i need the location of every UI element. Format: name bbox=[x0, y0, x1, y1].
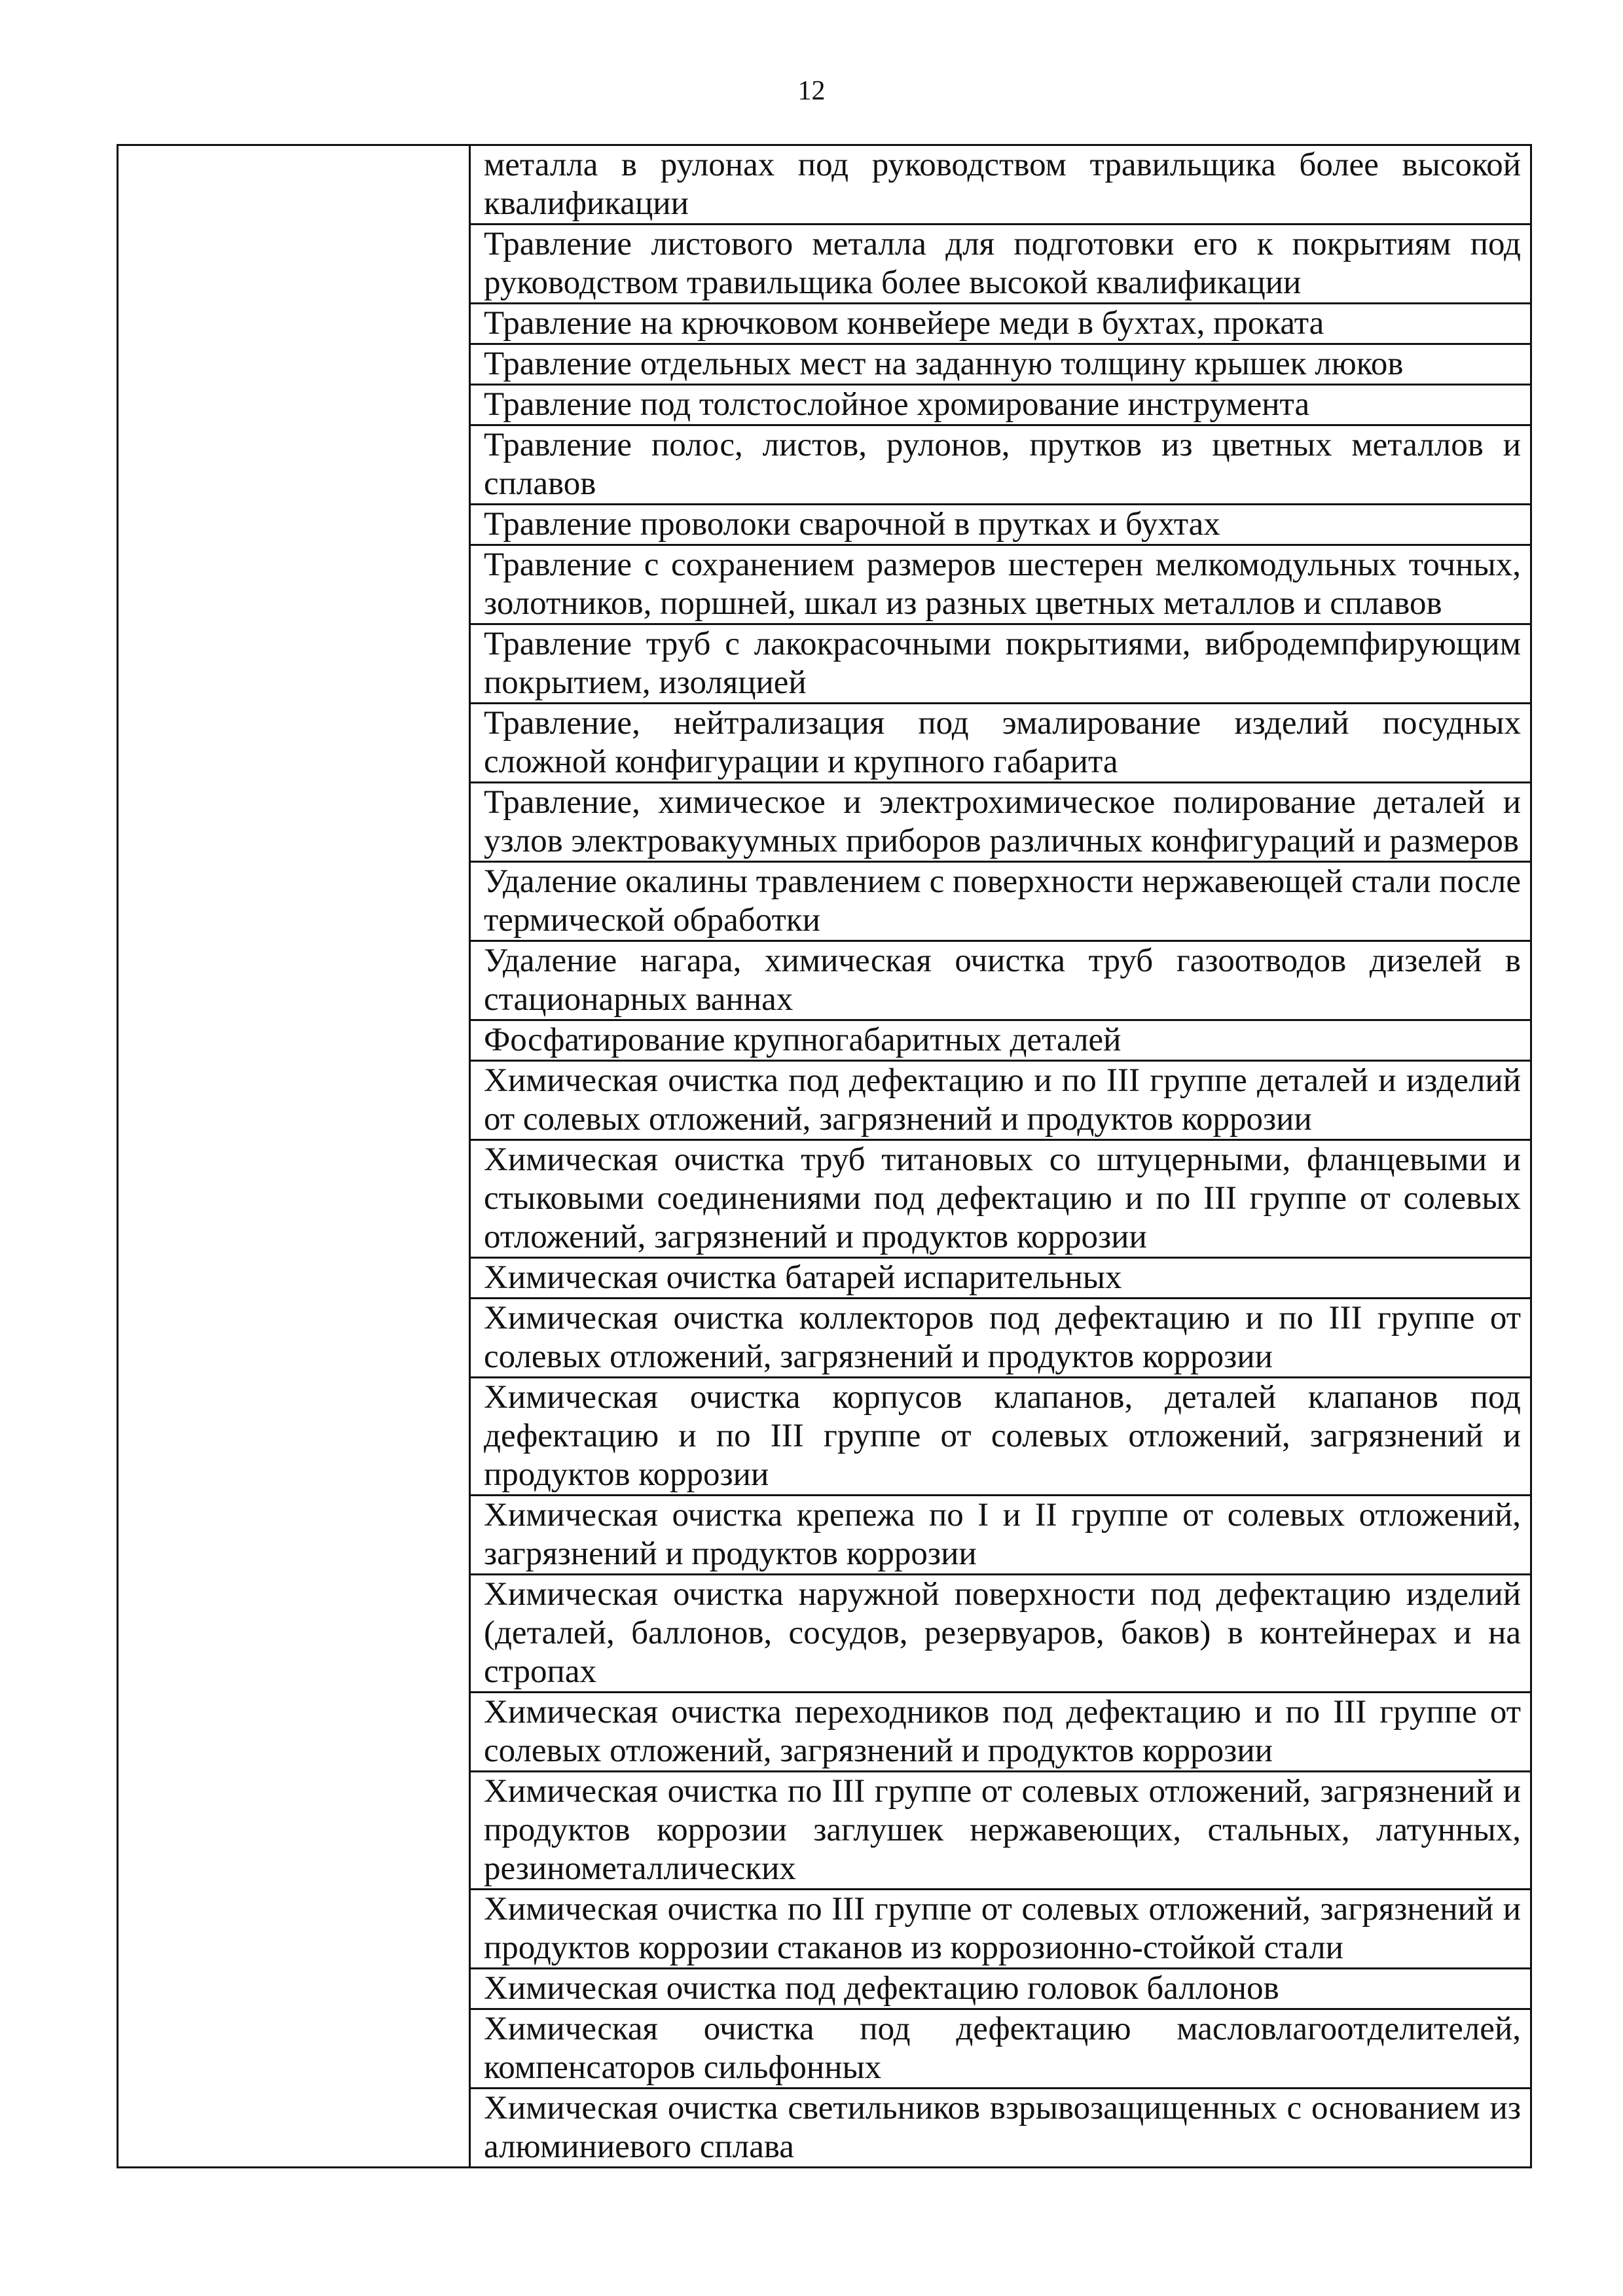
table-cell: Химическая очистка переходников под дефектацию и по III группе от солевых отложений, загрязнений и продуктов коррозии bbox=[470, 1693, 1531, 1772]
table-cell: Химическая очистка батарей испарительных bbox=[470, 1258, 1531, 1299]
table-cell: Травление с сохранением размеров шестерен мелкомодульных точных, золотников, поршней, шкал из разных цветных металлов и сплавов bbox=[470, 545, 1531, 624]
table-cell: Удаление окалины травлением с поверхности нержавеющей стали после термической обработки bbox=[470, 862, 1531, 941]
table-cell: Травление отдельных мест на заданную толщину крышек люков bbox=[470, 344, 1531, 385]
table-cell: Химическая очистка по III группе от солевых отложений, загрязнений и продуктов коррозии заглушек нержавеющих, стальных, латунных, резинометаллических bbox=[470, 1772, 1531, 1890]
table-cell: Химическая очистка под дефектацию головок баллонов bbox=[470, 1969, 1531, 2009]
table-cell: Химическая очистка светильников взрывозащищенных с основанием из алюминиевого сплава bbox=[470, 2089, 1531, 2168]
table-cell: Химическая очистка корпусов клапанов, деталей клапанов под дефектацию и по III группе от солевых отложений, загрязнений и продуктов коррозии bbox=[470, 1378, 1531, 1496]
table-cell: Травление на крючковом конвейере меди в бухтах, проката bbox=[470, 304, 1531, 344]
table-body bbox=[118, 145, 1531, 2168]
table-cell: Химическая очистка наружной поверхности под дефектацию изделий (деталей, баллонов, сосудов, резервуаров, баков) в контейнерах и на стропах bbox=[470, 1575, 1531, 1693]
table-cell: Химическая очистка по III группе от солевых отложений, загрязнений и продуктов коррозии стаканов из коррозионно-стойкой стали bbox=[470, 1890, 1531, 1969]
empty-left-column bbox=[118, 145, 470, 2168]
table-cell: Химическая очистка труб титановых со штуцерными, фланцевыми и стыковыми соединениями под дефектацию и по III группе от солевых отложений, загрязнений и продуктов коррозии bbox=[470, 1140, 1531, 1258]
table-cell: Травление, нейтрализация под эмалирование изделий посудных сложной конфигурации и крупного габарита bbox=[470, 704, 1531, 783]
table-cell: Удаление нагара, химическая очистка труб газоотводов дизелей в стационарных ваннах bbox=[470, 941, 1531, 1020]
table-cell: Травление труб с лакокрасочными покрытиями, вибродемпфирующим покрытием, изоляцией bbox=[470, 624, 1531, 704]
table-cell: Травление, химическое и электрохимическое полирование деталей и узлов электровакуумных приборов различных конфигураций и размеров bbox=[470, 783, 1531, 862]
table-cell: Травление листового металла для подготовки его к покрытиям под руководством травильщика более высокой квалификации bbox=[470, 224, 1531, 304]
table-cell: Химическая очистка коллекторов под дефектацию и по III группе от солевых отложений, загрязнений и продуктов коррозии bbox=[470, 1299, 1531, 1378]
table-cell: Травление под толстослойное хромирование инструмента bbox=[470, 385, 1531, 425]
document-table bbox=[117, 144, 1532, 2168]
table-cell: Химическая очистка под дефектацию масловлагоотделителей, компенсаторов сильфонных bbox=[470, 2009, 1531, 2089]
table-row bbox=[118, 145, 1531, 224]
table-cell: металла в рулонах под руководством травильщика более высокой квалификации bbox=[470, 145, 1531, 224]
table-cell: Химическая очистка под дефектацию и по III группе деталей и изделий от солевых отложений, загрязнений и продуктов коррозии bbox=[470, 1061, 1531, 1140]
table-cell: Фосфатирование крупногабаритных деталей bbox=[470, 1020, 1531, 1061]
table-cell: Химическая очистка крепежа по I и II группе от солевых отложений, загрязнений и продуктов коррозии bbox=[470, 1496, 1531, 1575]
page-number: 12 bbox=[797, 76, 826, 106]
table-cell: Травление проволоки сварочной в прутках и бухтах bbox=[470, 505, 1531, 545]
table-cell: Травление полос, листов, рулонов, прутков из цветных металлов и сплавов bbox=[470, 425, 1531, 505]
